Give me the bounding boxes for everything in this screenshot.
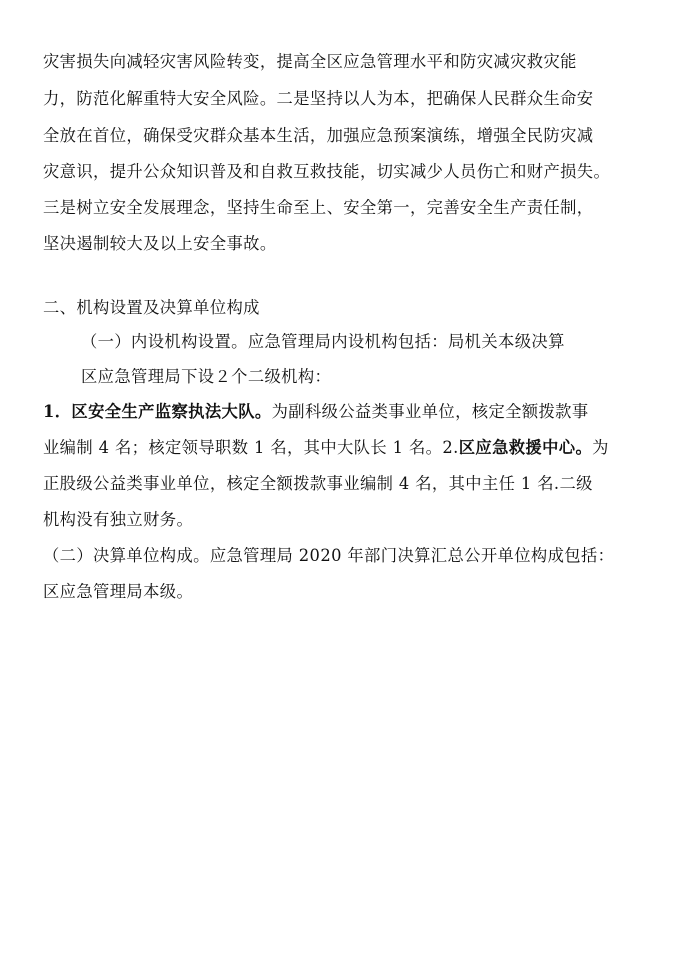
item-title-bold: 1．区安全生产监察执法大队。 xyxy=(43,402,272,421)
item-line: 正股级公益类事业单位，核定全额拨款事业编制 4 名，其中主任 1 名.二级 xyxy=(43,474,593,493)
subsection-line: 区应急管理局本级。 xyxy=(43,582,194,601)
subsection-line: 区应急管理局下设２个二级机构： xyxy=(81,367,332,386)
paragraph-line: 灾意识，提升公众知识普及和自救互救技能，切实减少人员伤亡和财产损失。 xyxy=(43,162,611,181)
subsection-line: （二）决算单位构成。应急管理局 2020 年部门决算汇总公开单位构成包括： xyxy=(43,546,615,565)
paragraph-line: 灾害损失向减轻灾害风险转变，提高全区应急管理水平和防灾减灾救灾能 xyxy=(43,52,577,71)
paragraph-line: 全放在首位，确保受灾群众基本生活，加强应急预案演练，增强全民防灾减 xyxy=(43,126,594,145)
item-line: 机构没有独立财务。 xyxy=(43,510,194,529)
section-heading: 二、机构设置及决算单位构成 xyxy=(43,298,260,317)
subsection-line: （一）内设机构设置。应急管理局内设机构包括：局机关本级决算 xyxy=(81,332,565,351)
item-line xyxy=(43,436,609,460)
item-text: 为副科级公益类事业单位，核定全额拨款事 xyxy=(271,402,589,421)
paragraph-line: 力，防范化解重特大安全风险。二是坚持以人为本，把确保人民群众生命安 xyxy=(43,89,594,108)
item-text: 为 xyxy=(592,438,609,457)
paragraph-line: 坚决遏制较大及以上安全事故。 xyxy=(43,234,277,253)
paragraph-line: 三是树立安全发展理念，坚持生命至上、安全第一，完善安全生产责任制， xyxy=(43,198,594,217)
item-line xyxy=(43,400,589,424)
item-text: 业编制 4 名；核定领导职数 1 名，其中大队长 1 名。2. xyxy=(43,438,459,457)
item-title-bold: 区应急救援中心。 xyxy=(458,438,593,457)
